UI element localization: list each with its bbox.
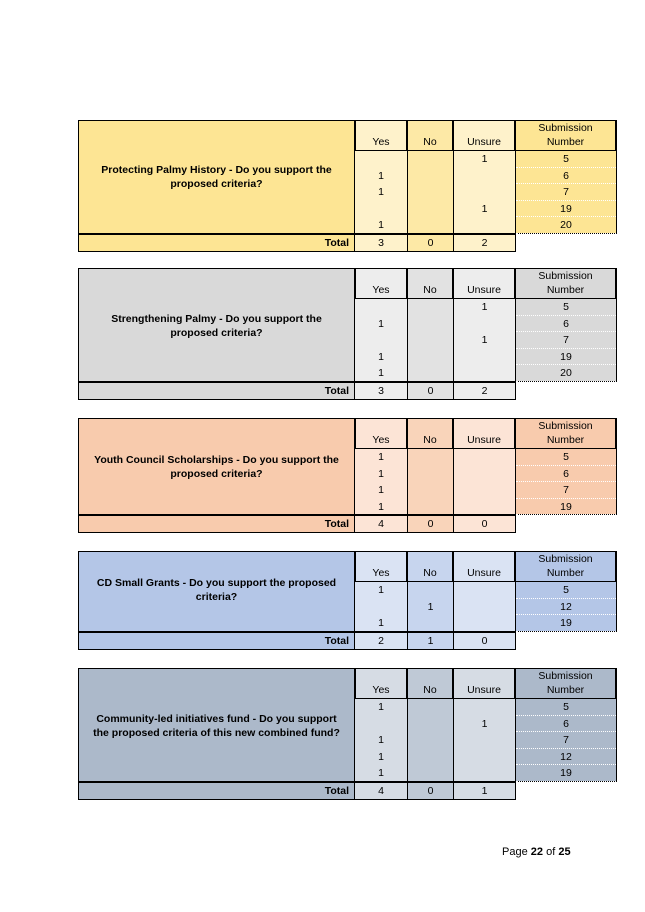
cell-sub: 5: [516, 299, 616, 316]
cell-no: [408, 699, 453, 716]
column-unsure: [454, 418, 516, 515]
total-yes: 3: [354, 234, 408, 252]
cell-sub: 19: [516, 615, 616, 632]
cell-unsure: 1: [481, 334, 488, 347]
question-cell: [78, 418, 354, 515]
cell-no: [408, 732, 453, 749]
total-unsure: 1: [454, 782, 516, 800]
column-sub: [516, 268, 617, 382]
cell-unsure: [454, 466, 515, 483]
cell-yes: [355, 332, 407, 349]
cell-sub: 5: [516, 449, 616, 466]
question-text: Community-led initiatives fund - Do you support the proposed criteria of this new combined fund?: [93, 713, 340, 739]
header-unsure: Unsure: [454, 668, 515, 699]
header-unsure: Unsure: [454, 268, 515, 299]
cell-yes: [355, 716, 407, 733]
header-sub: Submission Number: [516, 551, 616, 582]
total-no: 1: [408, 632, 454, 650]
total-label: Total: [78, 782, 354, 800]
cell-yes: 1: [378, 767, 384, 780]
column-unsure: [454, 668, 516, 782]
cell-yes: 1: [378, 367, 384, 380]
cell-yes: 1: [378, 500, 384, 513]
cell-yes: 1: [378, 350, 384, 363]
total-no: 0: [408, 782, 454, 800]
cell-no: [408, 184, 453, 201]
cell-sub: 20: [516, 365, 616, 382]
cell-sub: 6: [516, 316, 616, 333]
total-yes: 4: [354, 515, 408, 533]
cell-sub: 19: [516, 349, 616, 366]
column-no: [408, 668, 454, 782]
page-footer: [502, 846, 571, 858]
cell-no: [408, 482, 453, 499]
cell-no: [408, 449, 453, 466]
footer-prefix: Page: [502, 846, 528, 858]
cell-sub: 7: [516, 732, 616, 749]
column-yes: [354, 418, 408, 515]
cell-unsure: [454, 732, 515, 749]
cell-yes: 1: [378, 219, 384, 232]
total-label: Total: [78, 632, 354, 650]
total-label: Total: [78, 382, 354, 400]
column-unsure: [454, 120, 516, 234]
cell-unsure: [454, 482, 515, 499]
total-yes: 4: [354, 782, 408, 800]
total-unsure: 2: [454, 382, 516, 400]
cell-sub: 19: [516, 201, 616, 218]
cell-sub: 7: [516, 332, 616, 349]
cell-no: [408, 151, 453, 168]
column-sub: [516, 418, 617, 515]
column-unsure: [454, 551, 516, 632]
cell-no: 1: [427, 600, 434, 613]
survey-table: [78, 668, 617, 800]
header-no: No: [408, 668, 453, 699]
cell-yes: 1: [378, 169, 384, 182]
question-text: Youth Council Scholarships - Do you support the proposed criteria?: [94, 454, 339, 480]
cell-sub: 6: [516, 168, 616, 185]
cell-sub: 7: [516, 184, 616, 201]
column-unsure: [454, 268, 516, 382]
cell-yes: [355, 299, 407, 316]
cell-yes: [355, 151, 407, 168]
cell-unsure: [454, 699, 515, 716]
question-cell: [78, 120, 354, 234]
cell-sub: 5: [516, 151, 616, 168]
column-no: [408, 268, 454, 382]
survey-table: [78, 120, 617, 252]
cell-unsure: 1: [481, 153, 488, 165]
cell-no: [408, 168, 453, 185]
cell-yes: 1: [378, 617, 384, 630]
cell-unsure: [454, 499, 515, 516]
cell-no: [408, 582, 453, 599]
page-number: 22: [530, 846, 544, 858]
column-yes: [354, 668, 408, 782]
cell-sub: 5: [516, 582, 616, 599]
cell-unsure: [454, 184, 515, 201]
footer-of: of: [546, 846, 556, 858]
header-yes: Yes: [355, 120, 407, 151]
column-sub: [516, 551, 617, 632]
cell-no: [408, 499, 453, 516]
cell-unsure: [454, 449, 515, 466]
column-no: [408, 418, 454, 515]
survey-table: [78, 551, 617, 650]
cell-yes: 1: [378, 701, 384, 713]
cell-unsure: [454, 217, 515, 234]
cell-unsure: [454, 599, 515, 616]
cell-yes: 1: [378, 750, 384, 763]
header-sub: Submission Number: [516, 268, 616, 299]
cell-no: [408, 201, 453, 218]
header-no: No: [408, 551, 453, 582]
column-sub: [516, 120, 617, 234]
total-yes: 3: [354, 382, 408, 400]
header-unsure: Unsure: [454, 418, 515, 449]
column-yes: [354, 120, 408, 234]
total-unsure: 0: [454, 632, 516, 650]
cell-sub: 19: [516, 765, 616, 782]
header-no: No: [408, 120, 453, 151]
column-yes: [354, 551, 408, 632]
cell-unsure: 1: [481, 202, 488, 215]
cell-unsure: [454, 316, 515, 333]
cell-no: [408, 217, 453, 234]
cell-sub: 5: [516, 699, 616, 716]
total-no: 0: [408, 515, 454, 533]
cell-no: [408, 765, 453, 782]
cell-unsure: [454, 349, 515, 366]
header-yes: Yes: [355, 668, 407, 699]
cell-no: [408, 332, 453, 349]
total-no: 0: [408, 382, 454, 400]
survey-table: [78, 268, 617, 400]
total-label: Total: [78, 234, 354, 252]
cell-unsure: [454, 765, 515, 782]
cell-unsure: [454, 582, 515, 599]
cell-unsure: 1: [481, 301, 488, 313]
cell-no: [408, 716, 453, 733]
header-sub: Submission Number: [516, 668, 616, 699]
cell-yes: [355, 599, 407, 616]
cell-yes: [355, 201, 407, 218]
question-text: CD Small Grants - Do you support the proposed criteria?: [96, 577, 337, 603]
total-yes: 2: [354, 632, 408, 650]
cell-unsure: [454, 615, 515, 632]
header-no: No: [408, 418, 453, 449]
total-unsure: 2: [454, 234, 516, 252]
cell-sub: 12: [516, 599, 616, 616]
question-cell: [78, 268, 354, 382]
total-unsure: 0: [454, 515, 516, 533]
cell-yes: 1: [378, 467, 384, 480]
total-no: 0: [408, 234, 454, 252]
question-text: Protecting Palmy History - Do you support the proposed criteria?: [101, 164, 332, 190]
cell-no: [408, 749, 453, 766]
cell-yes: 1: [378, 186, 384, 199]
cell-unsure: [454, 365, 515, 382]
header-unsure: Unsure: [454, 120, 515, 151]
cell-no: [408, 299, 453, 316]
page-total: 25: [558, 846, 571, 858]
cell-sub: 19: [516, 499, 616, 516]
cell-sub: 6: [516, 466, 616, 483]
header-sub: Submission Number: [516, 418, 616, 449]
survey-table: [78, 418, 617, 533]
cell-no: [408, 316, 453, 333]
cell-no: [408, 349, 453, 366]
cell-yes: 1: [378, 451, 384, 463]
header-no: No: [408, 268, 453, 299]
cell-yes: 1: [378, 734, 384, 747]
header-sub: Submission Number: [516, 120, 616, 151]
column-no: [408, 551, 454, 632]
column-sub: [516, 668, 617, 782]
header-yes: Yes: [355, 551, 407, 582]
cell-yes: 1: [378, 584, 384, 596]
cell-yes: 1: [378, 484, 384, 497]
column-no: [408, 120, 454, 234]
cell-unsure: 1: [481, 717, 488, 730]
header-unsure: Unsure: [454, 551, 515, 582]
cell-no: [408, 365, 453, 382]
column-yes: [354, 268, 408, 382]
cell-unsure: [454, 749, 515, 766]
header-yes: Yes: [355, 418, 407, 449]
header-yes: Yes: [355, 268, 407, 299]
cell-no: [408, 615, 453, 632]
total-label: Total: [78, 515, 354, 533]
question-text: Strengthening Palmy - Do you support the proposed criteria?: [111, 313, 322, 339]
cell-no: [408, 466, 453, 483]
question-cell: [78, 668, 354, 782]
question-cell: [78, 551, 354, 632]
cell-sub: 20: [516, 217, 616, 234]
cell-unsure: [454, 168, 515, 185]
cell-sub: 12: [516, 749, 616, 766]
cell-sub: 6: [516, 716, 616, 733]
cell-sub: 7: [516, 482, 616, 499]
cell-yes: 1: [378, 317, 384, 330]
